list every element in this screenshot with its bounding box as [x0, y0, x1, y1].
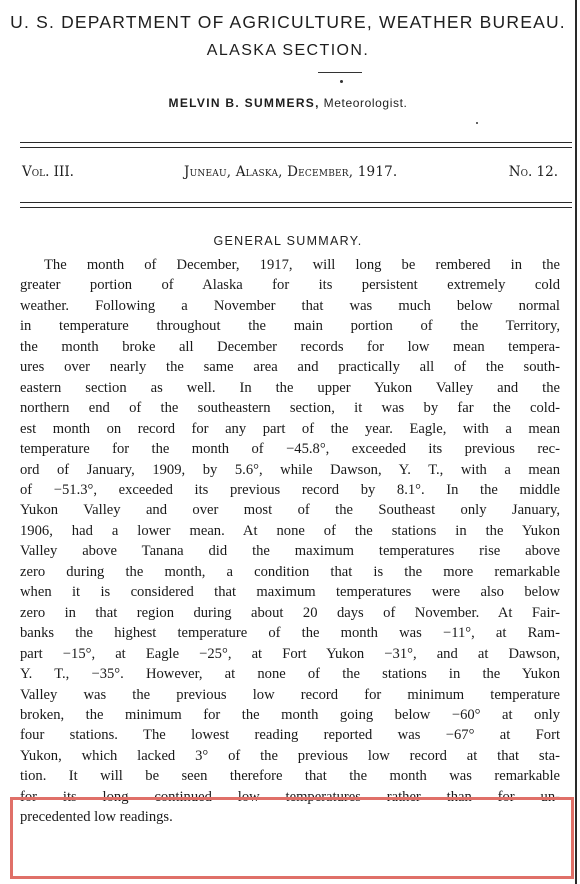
body-line: weather. Following a November that was much below normal	[20, 297, 560, 314]
body-line: Yukon, which lacked 3° of the previous low record at that sta-	[20, 747, 560, 764]
body-line: zero during the month, a condition that is the more remarkable	[20, 563, 560, 580]
volume-label: Vol. III.	[22, 164, 74, 180]
body-line: part −15°, at Eagle −25°, at Fort Yukon −31°, and at Dawson,	[20, 645, 560, 662]
ornament-dot	[476, 122, 478, 124]
body-line: ures over nearly the same area and practically all of the south-	[20, 359, 560, 376]
issue-line	[22, 164, 562, 184]
meteorologist-line	[0, 96, 576, 110]
bottom-double-rule	[20, 202, 572, 208]
body-line: banks the highest temperature of the month was −11°, at Ram-	[20, 625, 560, 642]
body-line: est month on record for any part of the year. Eagle, with a mean	[20, 420, 560, 437]
body-line: in temperature throughout the main portion of the Territory,	[20, 318, 560, 335]
meteorologist-name: MELVIN B. SUMMERS,	[168, 96, 320, 110]
article-body	[20, 255, 560, 828]
ornament-rule	[318, 72, 362, 73]
body-line: for its long continued low temperatures rather than for un-	[20, 788, 560, 805]
body-line: ord of January, 1909, by 5.6°, while Dawson, Y. T., with a mean	[20, 461, 560, 478]
meteorologist-title: Meteorologist.	[323, 96, 408, 110]
body-line: Valley above Tanana did the maximum temperatures rise above	[20, 543, 560, 560]
body-line: tion. It will be seen therefore that the month was remarkable	[20, 768, 560, 785]
top-double-rule	[20, 142, 572, 148]
body-line: 1906, had a lower mean. At none of the stations in the Yukon	[20, 522, 560, 539]
body-line: the month broke all December records for low mean tempera-	[20, 338, 560, 355]
body-line: temperature for the month of −45.8°, exceeded its previous rec-	[20, 441, 560, 458]
ornament-dot	[340, 80, 343, 83]
article-title: GENERAL SUMMARY.	[213, 234, 363, 248]
body-line: eastern section as well. In the upper Yukon Valley and the	[20, 379, 560, 396]
body-line: zero in that region during about 20 days of November. At Fair-	[20, 604, 560, 621]
place-date: Juneau, Alaska, December, 1917.	[184, 164, 398, 180]
body-line: Yukon Valley and over most of the Southeast only January,	[20, 502, 560, 519]
body-line: Y. T., −35°. However, at none of the stations in the Yukon	[20, 666, 560, 683]
body-line: four stations. The lowest reading reported was −67° at Fort	[20, 727, 560, 744]
body-line: of −51.3°, exceeded its previous record by 8.1°. In the middle	[20, 481, 560, 498]
section-heading: ALASKA SECTION.	[206, 42, 370, 59]
body-line: when it is considered that maximum temperatures were also below	[20, 584, 560, 601]
department-heading: U. S. DEPARTMENT OF AGRICULTURE, WEATHER BUREAU.	[10, 12, 566, 32]
issue-number: No. 12.	[508, 164, 558, 180]
body-line: greater portion of Alaska for its persistent extremely cold	[20, 277, 560, 294]
body-line: Valley was the previous low record for minimum temperature	[20, 686, 560, 703]
body-line: The month of December, 1917, will long be rembered in the	[44, 257, 560, 273]
body-line: precedented low readings.	[20, 809, 173, 826]
page-edge-line	[575, 0, 577, 884]
body-line: northern end of the southeastern section, it was by far the cold-	[20, 400, 560, 417]
body-line: broken, the minimum for the month going below −60° at only	[20, 706, 560, 723]
